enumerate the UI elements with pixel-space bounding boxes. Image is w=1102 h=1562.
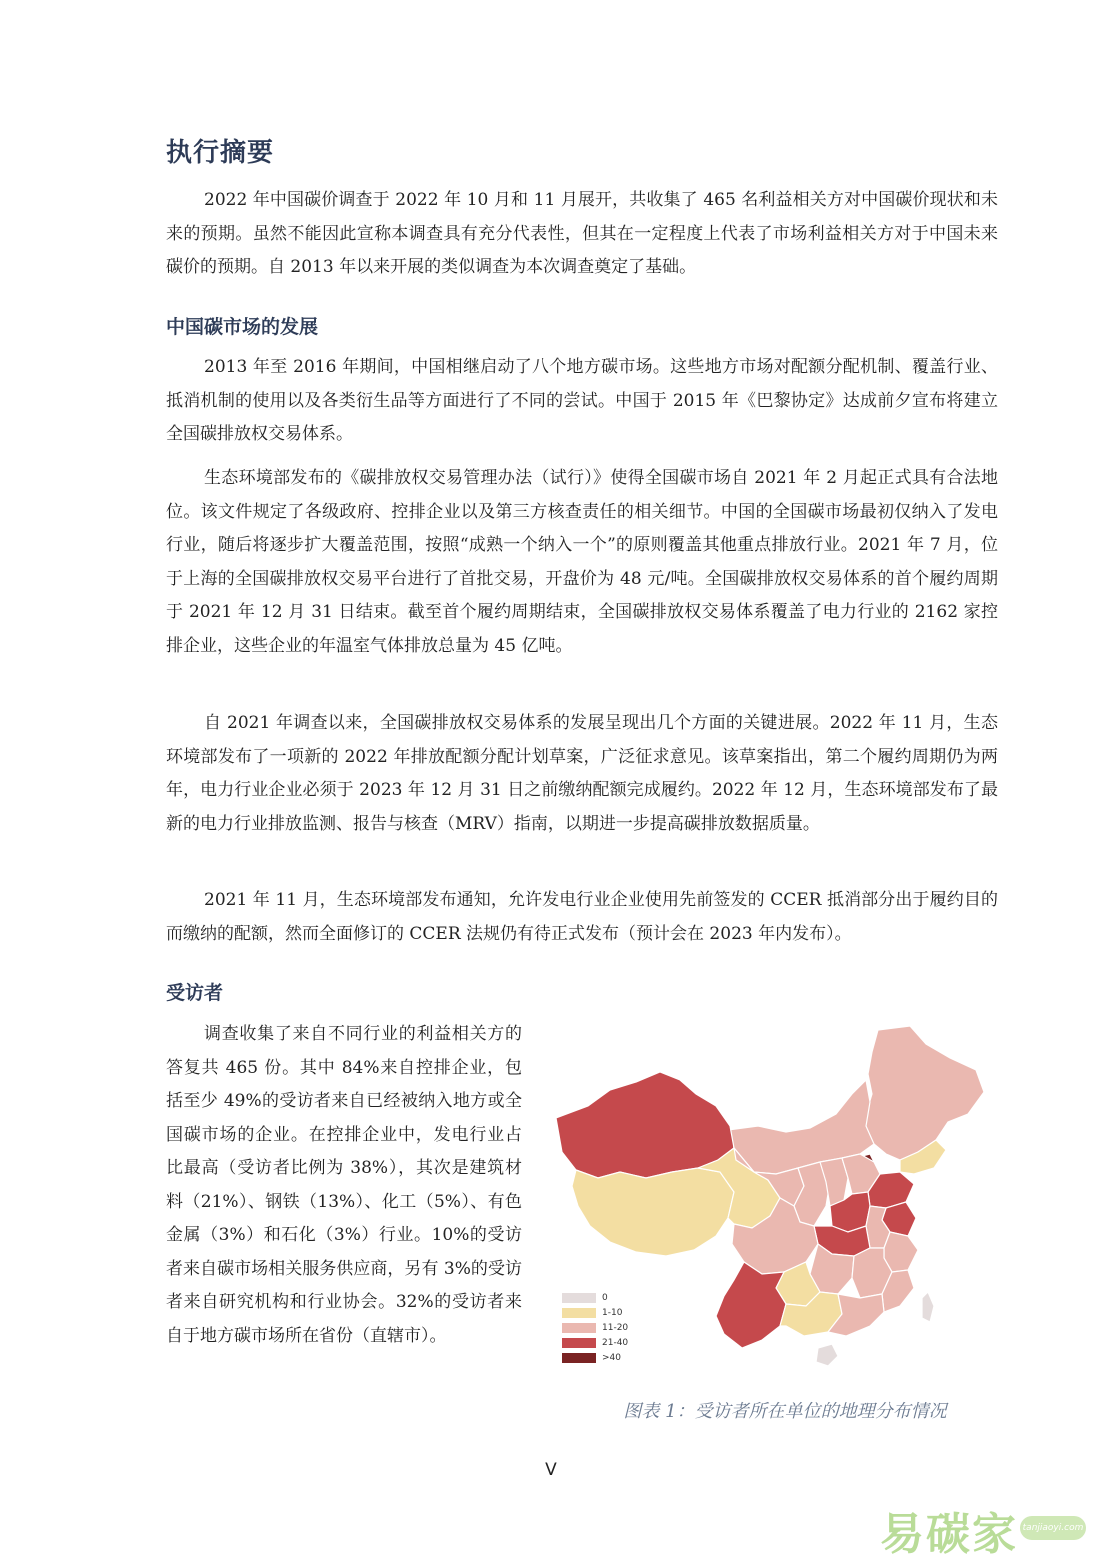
intro-paragraph: 2022 年中国碳价调查于 2022 年 10 月和 11 月展开，共收集了 465 名利益相关方对中国碳价现状和未来的预期。虽然不能因此宣称本调查具有充分代表性，但其在一定程度上代表了市场利益相关方对于中国未来碳价的预期。自 2013 年以来开展的类似调查为本次调查奠定了基础。 [166,190,998,277]
map-legend [562,1290,652,1365]
legend-swatch-3 [562,1338,596,1348]
market-paragraph-3: 自 2021 年调查以来，全国碳排放权交易体系的发展呈现出几个方面的关键进展。2022 年 11 月，生态环境部发布了一项新的 2022 年排放配额分配计划草案，广泛征求意见。该草案指出，第二个履约周期仍为两年，电力行业企业必须于 2023 年 12 月 31 日之前缴纳配额完成履约。2022 年 12 月，生态环境部发布了最新的电力行业排放监测、报告与核查（MRV）指南，以期进一步提高碳排放数据质量。 [166,713,998,834]
legend-swatch-1 [562,1308,596,1318]
region-tibet [572,1168,734,1256]
page-title: 执行摘要 [166,138,275,168]
respondents-paragraph: 调查收集了来自不同行业的利益相关方的答复共 465 份。其中 84%来自控排企业，包括至少 49%的受访者来自已经被纳入地方或全国碳市场的企业。在控排企业中，发电行业占比最高（受访者比例为 38%），其次是建筑材料（21%）、钢铁（13%）、化工（5%）、有色金属（3%）和石化（3%）行业。10%的受访者来自碳市场相关服务供应商，另有 3%的受访者来自研究机构和行业协会。32%的受访者来自于地方碳市场所在省份（直辖市）。 [166,1024,522,1346]
watermark-tag: tanjiaoyi.com [1020,1516,1086,1540]
region-taiwan [922,1292,934,1322]
market-paragraph-4: 2021 年 11 月，生态环境部发布通知，允许发电行业企业使用先前签发的 CCER 抵消部分出于履约目的而缴纳的配额，然而全面修订的 CCER 法规仍有待正式发布（预计会在 2023 年内发布）。 [166,890,998,944]
region-yunnan [716,1262,786,1348]
legend-label-2: 11-20 [602,1322,629,1333]
legend-row-1 [562,1305,652,1320]
legend-label-0: 0 [602,1292,608,1303]
legend-swatch-0 [562,1293,596,1303]
market-paragraph-2: 生态环境部发布的《碳排放权交易管理办法（试行）》使得全国碳市场自 2021 年 2 月起正式具有合法地位。该文件规定了各级政府、控排企业以及第三方核查责任的相关细节。中国的全国碳市场最初仅纳入了发电行业，随后将逐步扩大覆盖范围，按照“成熟一个纳入一个”的原则覆盖其他重点排放行业。2021 年 7 月，位于上海的全国碳排放权交易平台进行了首批交易，开盘价为 48 元/吨。全国碳排放权交易体系的首个履约周期于 2021 年 12 月 31 日结束。截至首个履约周期结束，全国碳排放权交易体系覆盖了电力行业的 2162 家控排企业，这些企业的年温室气体排放总量为 45 亿吨。 [166,468,998,656]
region-northeast [864,1026,984,1160]
legend-label-3: 21-40 [602,1337,629,1348]
section-title-respondents: 受访者 [166,982,224,1004]
page-number: V [545,1460,557,1480]
legend-row-2 [562,1320,652,1335]
watermark-logo [880,1498,1090,1558]
legend-swatch-4 [562,1353,596,1363]
legend-row-0 [562,1290,652,1305]
legend-swatch-2 [562,1323,596,1333]
market-paragraph-1: 2013 年至 2016 年期间，中国相继启动了八个地方碳市场。这些地方市场对配额分配机制、覆盖行业、抵消机制的使用以及各类衍生品等方面进行了不同的尝试。中国于 2015 年《巴黎协定》达成前夕宣布将建立全国碳排放权交易体系。 [166,357,998,444]
figure-caption: 图表 1：受访者所在单位的地理分布情况 [623,1401,947,1422]
section-title-market: 中国碳市场的发展 [166,316,319,338]
legend-row-3 [562,1335,652,1350]
legend-label-4: >40 [602,1352,621,1363]
region-hainan [816,1344,838,1366]
legend-label-1: 1-10 [602,1307,623,1318]
region-xinjiang [556,1072,734,1178]
legend-row-4 [562,1350,652,1365]
watermark-text: 易碳家 [880,1509,1018,1560]
